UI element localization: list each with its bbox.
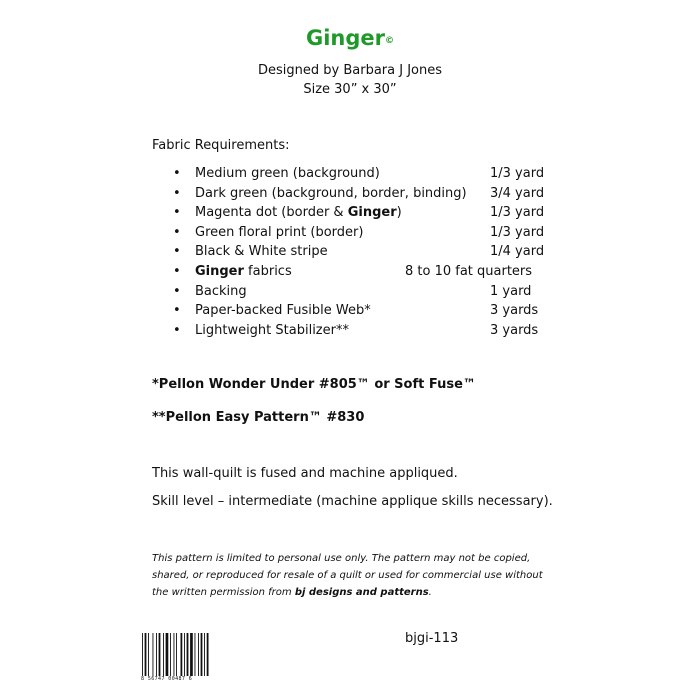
barcode-digits: 8 56747 00487 6 bbox=[141, 676, 213, 682]
fabric-item-quantity: 1/3 yard bbox=[490, 224, 545, 240]
fabric-item bbox=[0, 303, 700, 322]
barcode-bar bbox=[156, 633, 157, 677]
fabric-item bbox=[0, 186, 700, 205]
fabric-item-label bbox=[195, 303, 371, 318]
fabric-item-label-text: Backing bbox=[195, 283, 247, 299]
fabric-item-label-text: Paper-backed Fusible Web* bbox=[195, 303, 371, 319]
barcode-bar bbox=[181, 633, 183, 677]
fabric-item-label bbox=[195, 323, 349, 338]
bullet-icon: • bbox=[173, 185, 181, 201]
barcode-bar bbox=[163, 633, 164, 677]
barcode-bar bbox=[159, 633, 161, 677]
pattern-code: bjgi-113 bbox=[405, 631, 459, 646]
fabric-item-quantity: 8 to 10 fat quarters bbox=[405, 264, 533, 279]
fabric-item-label-emphasis: Ginger bbox=[195, 264, 244, 279]
barcode-bar bbox=[153, 633, 154, 677]
bullet-icon: • bbox=[173, 283, 181, 299]
stabilizer-note: **Pellon Easy Pattern™ #830 bbox=[152, 410, 365, 425]
barcode-bar bbox=[190, 633, 193, 677]
barcode-bar bbox=[145, 633, 147, 677]
barcode-bar bbox=[198, 633, 199, 677]
fabric-item-quantity: 3/4 yard bbox=[490, 185, 545, 201]
barcode-bar bbox=[176, 633, 177, 677]
barcode-bar bbox=[187, 633, 189, 677]
usage-notice-text: This pattern is limited to personal use only. The pattern may not be copied, shared, or reproduced for resale of a quilt or used for commercial use without the written permission from bbox=[152, 553, 543, 598]
fabric-item-quantity: 1/3 yard bbox=[490, 166, 545, 181]
fusible-web-note: *Pellon Wonder Under #805™ or Soft Fuse™ bbox=[152, 377, 476, 392]
barcode-bar bbox=[207, 633, 209, 677]
designer-credit: Designed by Barbara J Jones bbox=[258, 63, 442, 78]
fabric-item-label bbox=[195, 186, 467, 201]
fabric-item-label-text: Dark green (background, border, binding) bbox=[195, 185, 467, 201]
quilt-size: Size 30” x 30” bbox=[303, 82, 397, 97]
fabric-item bbox=[0, 264, 700, 283]
barcode-bar bbox=[166, 633, 169, 677]
fabric-item-label-text: Green floral print (border) bbox=[195, 224, 364, 240]
bullet-icon: • bbox=[173, 224, 181, 240]
fabric-item-label-emphasis: Ginger bbox=[347, 205, 397, 221]
bullet-icon: • bbox=[173, 303, 181, 319]
pattern-title: Ginger bbox=[305, 26, 386, 50]
fabric-item-label-text: Black & White stripe bbox=[195, 244, 328, 260]
skill-level: Skill level – intermediate (machine applique skills necessary). bbox=[152, 494, 553, 509]
bullet-icon: • bbox=[173, 205, 181, 221]
barcode-bar bbox=[204, 633, 205, 677]
fabric-item-label bbox=[195, 205, 402, 220]
title-row bbox=[0, 28, 700, 49]
bullet-icon: • bbox=[173, 264, 181, 279]
barcode-bar bbox=[148, 633, 149, 677]
fabric-item bbox=[0, 205, 700, 224]
fabric-item-quantity: 1/4 yard bbox=[490, 244, 545, 260]
fabric-item-quantity: 3 yards bbox=[490, 303, 539, 319]
fabric-item-label-text: Medium green (background) bbox=[195, 166, 380, 181]
fabric-requirements-heading: Fabric Requirements: bbox=[152, 138, 290, 153]
construction-method: This wall-quilt is fused and machine appliqued. bbox=[152, 466, 458, 481]
barcode-bar bbox=[174, 633, 175, 677]
fabric-item-label bbox=[195, 166, 380, 181]
usage-notice bbox=[152, 550, 562, 601]
barcode-bar bbox=[195, 633, 196, 677]
bullet-icon: • bbox=[173, 244, 181, 260]
fabric-item-quantity: 1 yard bbox=[490, 283, 532, 299]
fabric-item-label-suffix: fabrics bbox=[243, 264, 292, 279]
fabric-item-label bbox=[195, 225, 363, 240]
fabric-item-label-text: Magenta dot (border & bbox=[195, 205, 348, 221]
usage-notice-end: . bbox=[428, 587, 432, 598]
barcode-bar bbox=[201, 633, 203, 677]
bullet-icon: • bbox=[173, 166, 181, 181]
fabric-item-label bbox=[195, 244, 328, 259]
fabric-item bbox=[0, 166, 700, 185]
fabric-item bbox=[0, 323, 700, 342]
barcode-bar bbox=[142, 633, 143, 677]
barcode-bar bbox=[184, 633, 185, 677]
bullet-icon: • bbox=[173, 322, 181, 338]
fabric-item bbox=[0, 244, 700, 263]
fabric-item bbox=[0, 225, 700, 244]
copyright-mark: © bbox=[385, 36, 395, 46]
usage-notice-brand: bj designs and patterns bbox=[294, 587, 429, 598]
fabric-item-quantity: 1/3 yard bbox=[490, 205, 545, 221]
fabric-item bbox=[0, 284, 700, 303]
fabric-item-label-text: Lightweight Stabilizer** bbox=[195, 322, 349, 338]
barcode-bar bbox=[170, 633, 171, 677]
fabric-item-label-suffix: ) bbox=[396, 205, 402, 221]
fabric-item-quantity: 3 yards bbox=[490, 322, 539, 338]
fabric-item-label bbox=[195, 284, 247, 299]
fabric-item-label bbox=[195, 264, 292, 279]
